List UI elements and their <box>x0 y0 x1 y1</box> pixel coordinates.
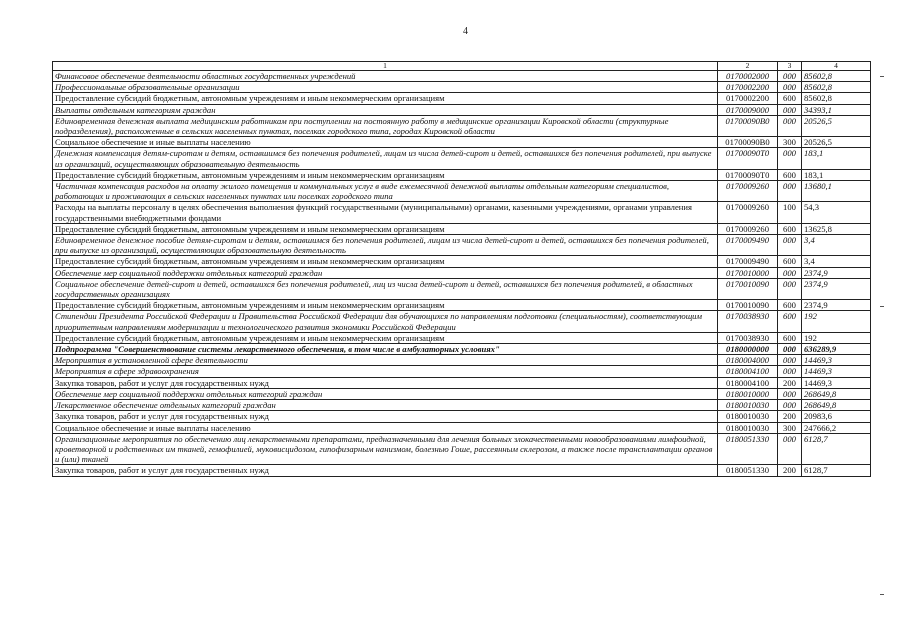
row-description: Закупка товаров, работ и услуг для государственных нужд <box>53 465 718 476</box>
row-amount: 3,4 <box>802 256 871 267</box>
row-description: Закупка товаров, работ и услуг для государственных нужд <box>53 411 718 422</box>
row-description: Единовременная денежная выплата медицинским работникам при поступлении на постоянную работу в медицинские организации Кировской области (структурные подразделения), расположенные в сельских населенных пунктах, поселках городского типа, городах Кировской области <box>53 115 718 136</box>
table-row <box>53 148 871 169</box>
row-expense-type: 000 <box>778 181 802 202</box>
row-target-code: 0180000000 <box>718 344 778 355</box>
table-row <box>53 71 871 82</box>
row-amount: 20526,5 <box>802 137 871 148</box>
row-amount: 636289,9 <box>802 344 871 355</box>
row-expense-type: 200 <box>778 377 802 388</box>
table-row <box>53 267 871 278</box>
row-amount: 34393,1 <box>802 104 871 115</box>
table-row <box>53 355 871 366</box>
row-expense-type: 200 <box>778 465 802 476</box>
table-row <box>53 411 871 422</box>
header-col-1: 1 <box>53 62 718 71</box>
row-amount: 2374,9 <box>802 300 871 311</box>
row-target-code: 01700090Т0 <box>718 169 778 180</box>
row-amount: 13680,1 <box>802 181 871 202</box>
row-amount: 192 <box>802 332 871 343</box>
margin-mark <box>880 306 884 307</box>
table-row <box>53 93 871 104</box>
row-description: Денежная компенсация детям-сиротам и детям, оставшимся без попечения родителей, лицам из числа детей-сирот и детей, оставшихся без попечения родителей, при выпуске из организаций, осуществляющих образовательную деятельность <box>53 148 718 169</box>
row-target-code: 0180010030 <box>718 422 778 433</box>
row-target-code: 0180010030 <box>718 400 778 411</box>
row-target-code: 0170009260 <box>718 202 778 223</box>
row-expense-type: 100 <box>778 202 802 223</box>
row-description: Социальное обеспечение и иные выплаты населению <box>53 137 718 148</box>
row-target-code: 0170010090 <box>718 278 778 299</box>
row-description: Мероприятия в установленной сфере деятельности <box>53 355 718 366</box>
row-expense-type: 000 <box>778 366 802 377</box>
row-target-code: 01700090В0 <box>718 137 778 148</box>
row-description: Финансовое обеспечение деятельности областных государственных учреждений <box>53 71 718 82</box>
row-expense-type: 000 <box>778 82 802 93</box>
row-expense-type: 000 <box>778 344 802 355</box>
row-target-code: 0170038930 <box>718 332 778 343</box>
row-target-code: 0180051330 <box>718 433 778 465</box>
row-expense-type: 600 <box>778 332 802 343</box>
row-amount: 183,1 <box>802 148 871 169</box>
row-expense-type: 600 <box>778 93 802 104</box>
row-target-code: 01700090В0 <box>718 115 778 136</box>
row-amount: 268649,8 <box>802 388 871 399</box>
row-amount: 14469,3 <box>802 355 871 366</box>
row-amount: 85602,8 <box>802 82 871 93</box>
row-description: Социальное обеспечение и иные выплаты населению <box>53 422 718 433</box>
row-description: Социальное обеспечение детей-сирот и детей, оставшихся без попечения родителей, лиц из числа детей-сирот и детей, оставшихся без попечения родителей, в областных государственных организациях <box>53 278 718 299</box>
row-amount: 6128,7 <box>802 465 871 476</box>
row-target-code: 0170009490 <box>718 256 778 267</box>
row-description: Предоставление субсидий бюджетным, автономным учреждениям и иным некоммерческим организациям <box>53 300 718 311</box>
row-target-code: 0180004000 <box>718 355 778 366</box>
table-row <box>53 137 871 148</box>
table-row <box>53 433 871 465</box>
row-expense-type: 000 <box>778 400 802 411</box>
table-row <box>53 332 871 343</box>
table-row <box>53 366 871 377</box>
row-expense-type: 600 <box>778 311 802 332</box>
row-expense-type: 000 <box>778 278 802 299</box>
row-expense-type: 600 <box>778 223 802 234</box>
row-expense-type: 600 <box>778 169 802 180</box>
row-amount: 268649,8 <box>802 400 871 411</box>
row-description: Предоставление субсидий бюджетным, автономным учреждениям и иным некоммерческим организациям <box>53 169 718 180</box>
table-row <box>53 400 871 411</box>
header-col-2: 2 <box>718 62 778 71</box>
margin-mark <box>880 76 884 77</box>
margin-mark <box>880 594 884 595</box>
row-description: Частичная компенсация расходов на оплату жилого помещения и коммунальных услуг в виде ежемесячной денежной выплаты отдельным категориям специалистов, работающих и проживающих в сельских населенных пунктах или поселках городского типа <box>53 181 718 202</box>
row-target-code: 0180010000 <box>718 388 778 399</box>
table-row <box>53 377 871 388</box>
row-amount: 13625,8 <box>802 223 871 234</box>
row-description: Выплаты отдельным категориям граждан <box>53 104 718 115</box>
row-expense-type: 000 <box>778 355 802 366</box>
row-expense-type: 300 <box>778 137 802 148</box>
row-target-code: 0180051330 <box>718 465 778 476</box>
row-description: Предоставление субсидий бюджетным, автономным учреждениям и иным некоммерческим организациям <box>53 256 718 267</box>
row-target-code: 0170038930 <box>718 311 778 332</box>
table-row <box>53 465 871 476</box>
budget-table <box>52 61 871 477</box>
row-target-code: 0170010000 <box>718 267 778 278</box>
row-amount: 20983,6 <box>802 411 871 422</box>
row-amount: 20526,5 <box>802 115 871 136</box>
row-description: Организационные мероприятия по обеспечению лиц лекарственными препаратами, предназначенными для лечения больных злокачественными новообразованиями лимфоидной, кроветворной и родственных им тканей, гемофилией, муковисцидозом, гипофизарным нанизмом, болезнью Гоше, рассеянным склерозом, а также после трансплантации органов и (или) тканей <box>53 433 718 465</box>
row-amount: 192 <box>802 311 871 332</box>
row-expense-type: 000 <box>778 267 802 278</box>
row-expense-type: 000 <box>778 104 802 115</box>
row-amount: 2374,9 <box>802 278 871 299</box>
row-description: Предоставление субсидий бюджетным, автономным учреждениям и иным некоммерческим организациям <box>53 93 718 104</box>
row-description: Предоставление субсидий бюджетным, автономным учреждениям и иным некоммерческим организациям <box>53 223 718 234</box>
row-description: Закупка товаров, работ и услуг для государственных нужд <box>53 377 718 388</box>
row-target-code: 0170009260 <box>718 223 778 234</box>
table-row <box>53 256 871 267</box>
table-row <box>53 181 871 202</box>
row-target-code: 0170010090 <box>718 300 778 311</box>
row-expense-type: 000 <box>778 235 802 256</box>
table-row <box>53 202 871 223</box>
row-description: Стипендии Президента Российской Федерации и Правительства Российской Федерации для обучающихся по направлениям подготовки (специальностям), соответствующим приоритетным направлениям модернизации и технологического развития экономики Российской Федерации <box>53 311 718 332</box>
table-row <box>53 82 871 93</box>
row-target-code: 0170009000 <box>718 104 778 115</box>
row-target-code: 0180004100 <box>718 377 778 388</box>
row-amount: 85602,8 <box>802 71 871 82</box>
row-expense-type: 000 <box>778 388 802 399</box>
row-target-code: 0170002000 <box>718 71 778 82</box>
table-row <box>53 311 871 332</box>
row-expense-type: 000 <box>778 148 802 169</box>
table-row <box>53 300 871 311</box>
row-expense-type: 300 <box>778 422 802 433</box>
row-expense-type: 200 <box>778 411 802 422</box>
row-expense-type: 600 <box>778 256 802 267</box>
row-amount: 247666,2 <box>802 422 871 433</box>
row-amount: 2374,9 <box>802 267 871 278</box>
row-amount: 14469,3 <box>802 377 871 388</box>
table-row <box>53 235 871 256</box>
row-amount: 14469,3 <box>802 366 871 377</box>
row-description: Обеспечение мер социальной поддержки отдельных категорий граждан <box>53 267 718 278</box>
table-row <box>53 169 871 180</box>
row-expense-type: 000 <box>778 71 802 82</box>
table-row <box>53 278 871 299</box>
table-row <box>53 344 871 355</box>
row-target-code: 01700090Т0 <box>718 148 778 169</box>
row-target-code: 0180010030 <box>718 411 778 422</box>
row-description: Профессиональные образовательные организации <box>53 82 718 93</box>
header-col-4: 4 <box>802 62 871 71</box>
row-description: Подпрограмма "Совершенствование системы лекарственного обеспечения, в том числе в амбулаторных условиях" <box>53 344 718 355</box>
page-number: 4 <box>463 26 468 37</box>
table-header-row <box>53 62 871 71</box>
row-expense-type: 000 <box>778 115 802 136</box>
row-description: Обеспечение мер социальной поддержки отдельных категорий граждан <box>53 388 718 399</box>
row-amount: 6128,7 <box>802 433 871 465</box>
row-amount: 3,4 <box>802 235 871 256</box>
row-target-code: 0170002200 <box>718 82 778 93</box>
row-amount: 54,3 <box>802 202 871 223</box>
table-row <box>53 422 871 433</box>
row-expense-type: 600 <box>778 300 802 311</box>
row-description: Расходы на выплаты персоналу в целях обеспечения выполнения функций государственными (муниципальными) органами, казенными учреждениями, органами управления государственными внебюджетными фондами <box>53 202 718 223</box>
row-description: Мероприятия в сфере здравоохранения <box>53 366 718 377</box>
table-row <box>53 388 871 399</box>
table-row <box>53 104 871 115</box>
row-description: Предоставление субсидий бюджетным, автономным учреждениям и иным некоммерческим организациям <box>53 332 718 343</box>
row-description: Единовременное денежное пособие детям-сиротам и детям, оставшимся без попечения родителей, лицам из числа детей-сирот и детей, оставшихся без попечения родителей, при выпуске из организаций, осуществляющих образовательную деятельность <box>53 235 718 256</box>
row-target-code: 0170009490 <box>718 235 778 256</box>
table-row <box>53 223 871 234</box>
row-target-code: 0170002200 <box>718 93 778 104</box>
row-target-code: 0180004100 <box>718 366 778 377</box>
row-expense-type: 000 <box>778 433 802 465</box>
row-amount: 183,1 <box>802 169 871 180</box>
row-target-code: 0170009260 <box>718 181 778 202</box>
header-col-3: 3 <box>778 62 802 71</box>
row-amount: 85602,8 <box>802 93 871 104</box>
row-description: Лекарственное обеспечение отдельных категорий граждан <box>53 400 718 411</box>
table-row <box>53 115 871 136</box>
